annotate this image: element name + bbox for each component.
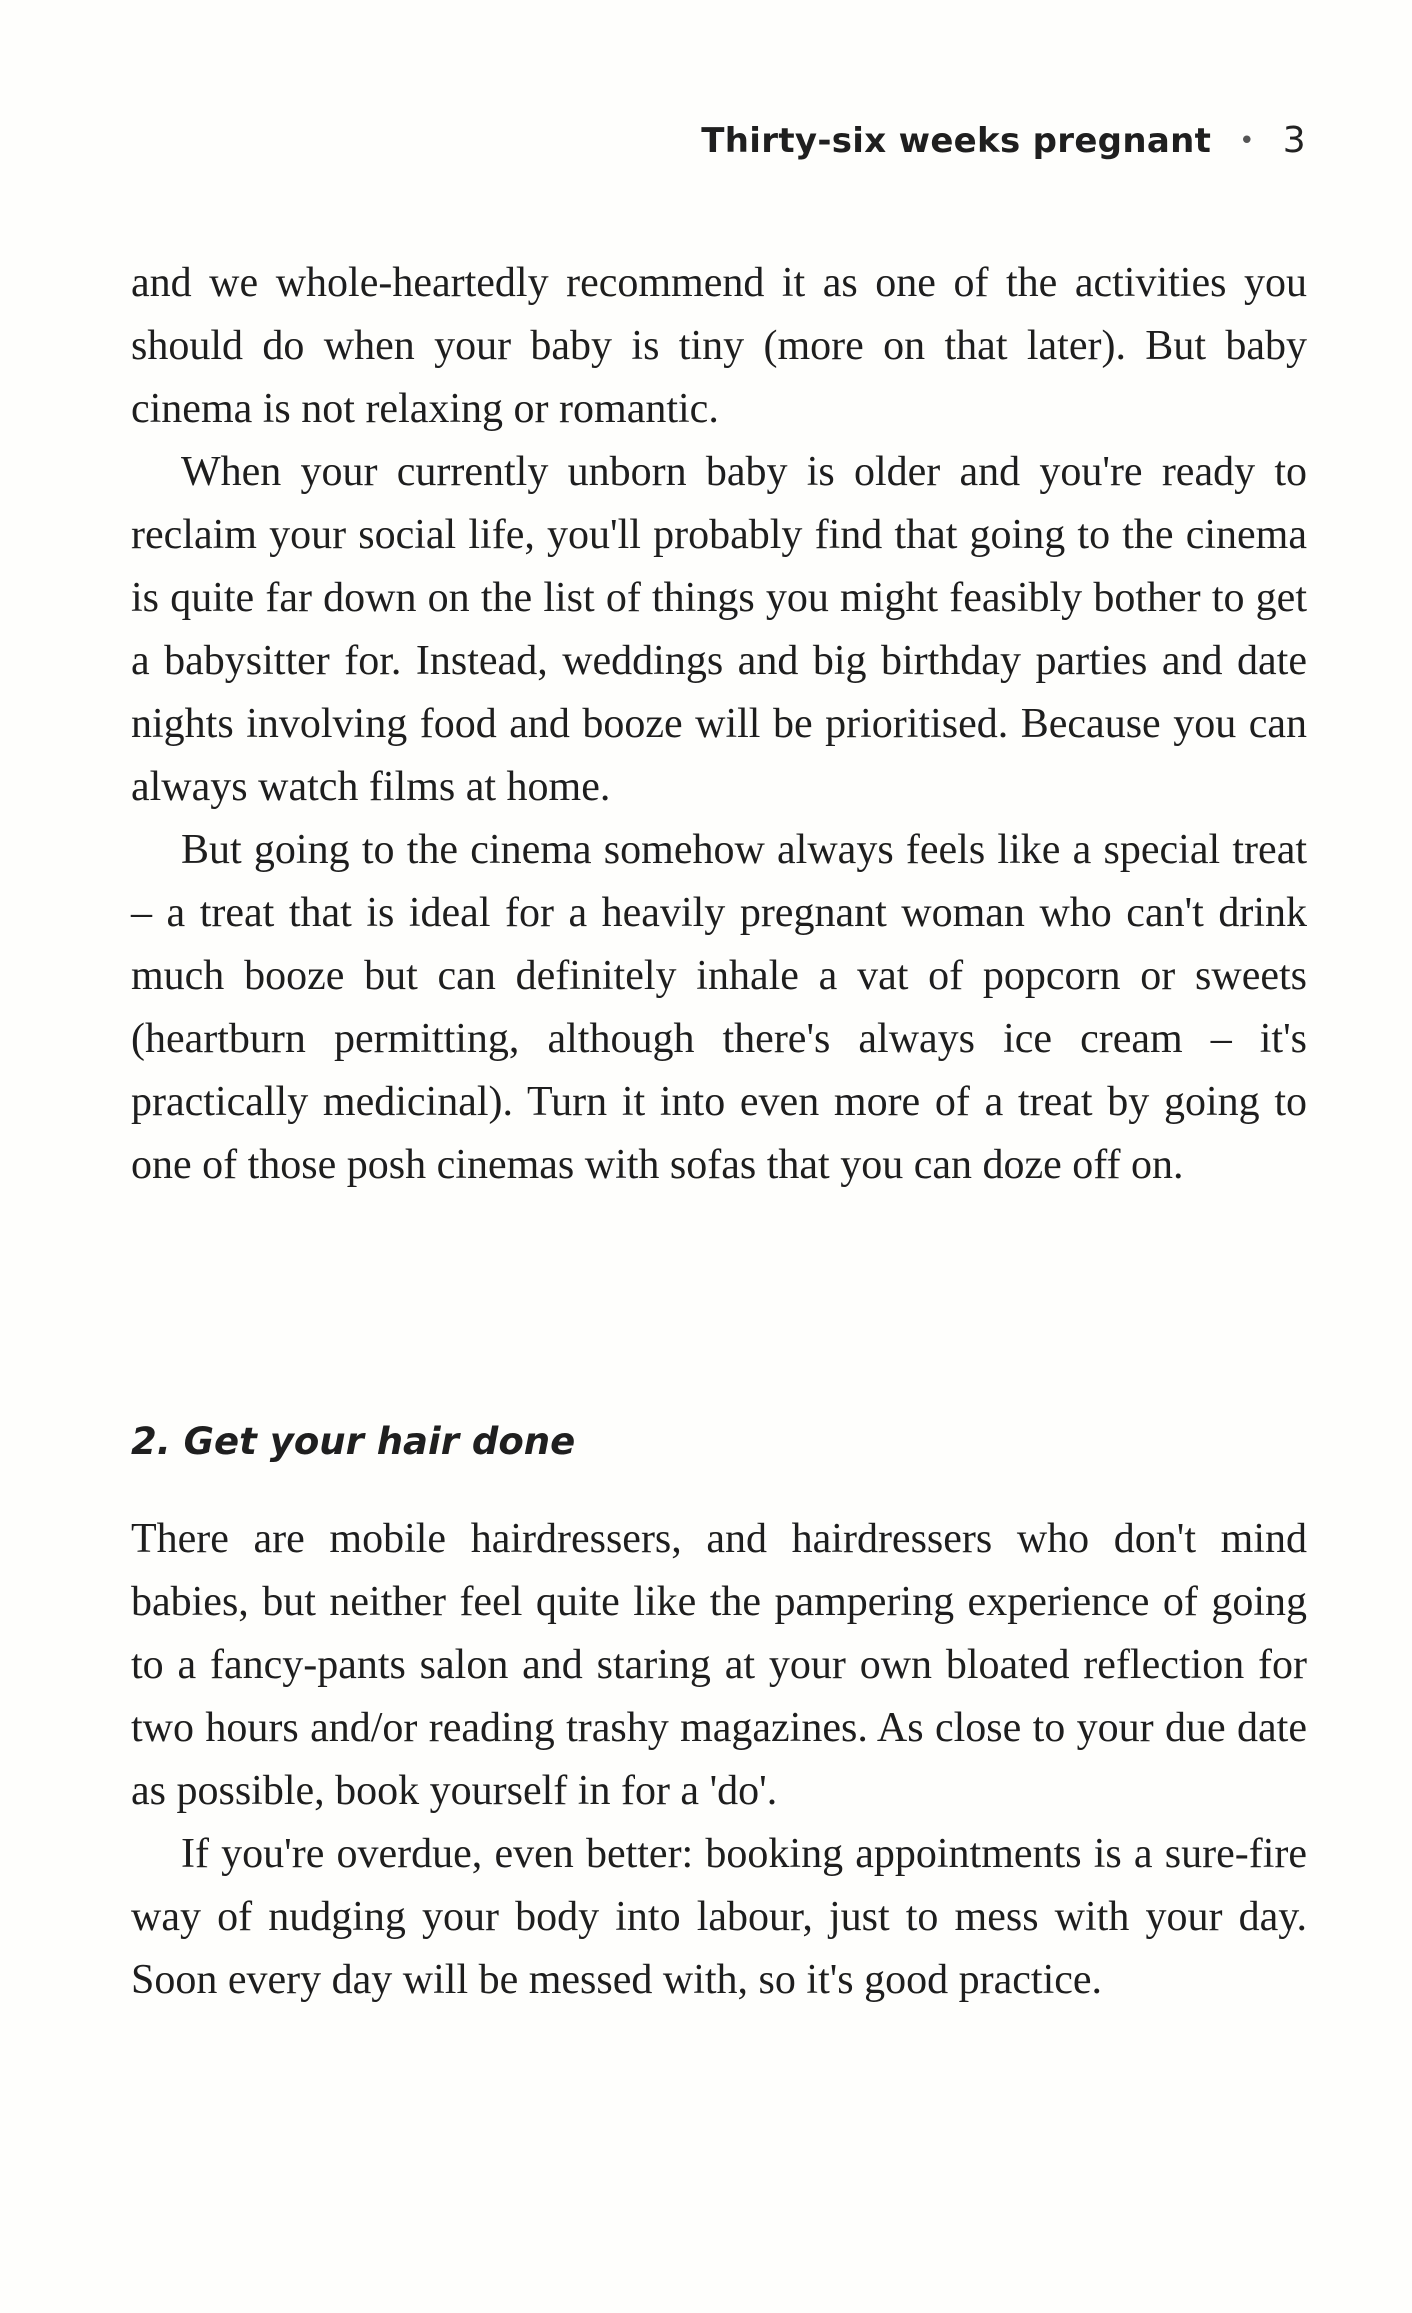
section-2-body	[131, 1508, 1307, 2012]
section-heading: 2. Get your hair done	[131, 1420, 576, 1463]
paragraph: But going to the cinema somehow always feels like a special treat – a treat that is ideal for a heavily pregnant woman who can't drink much booze but can definitely inhale a vat of popcorn or sweets (heartburn permitting, although there's always ice cream – it's practically medicinal). Turn it into even more of a treat by going to one of those posh cinemas with sofas that you can doze off on.	[131, 827, 1307, 1188]
paragraph: There are mobile hairdressers, and hairdressers who don't mind babies, but neither feel quite like the pampering experience of going to a fancy-pants salon and staring at your own bloated reflection for two hours and/or reading trashy magazines. As close to your due date as possible, book yourself in for a 'do'.	[131, 1516, 1307, 1814]
section-1-body	[131, 252, 1307, 1197]
running-header	[701, 120, 1306, 161]
running-title: Thirty-six weeks pregnant	[701, 121, 1212, 161]
paragraph-continuation: and we whole-heartedly recommend it as one of the activities you should do when your baby is tiny (more on that later). But baby cinema is not relaxing or romantic.	[131, 260, 1307, 432]
page-number: 3	[1282, 120, 1306, 161]
paragraph: If you're overdue, even better: booking appointments is a sure-fire way of nudging your body into labour, just to mess with your day. Soon every day will be messed with, so it's good practice.	[131, 1831, 1307, 2003]
paragraph: When your currently unborn baby is older and you're ready to reclaim your social life, you'll probably find that going to the cinema is quite far down on the list of things you might feasibly bother to get a babysitter for. Instead, weddings and big birthday parties and date nights involving food and booze will be prioritised. Because you can always watch films at home.	[131, 449, 1307, 810]
header-separator: •	[1239, 126, 1255, 156]
